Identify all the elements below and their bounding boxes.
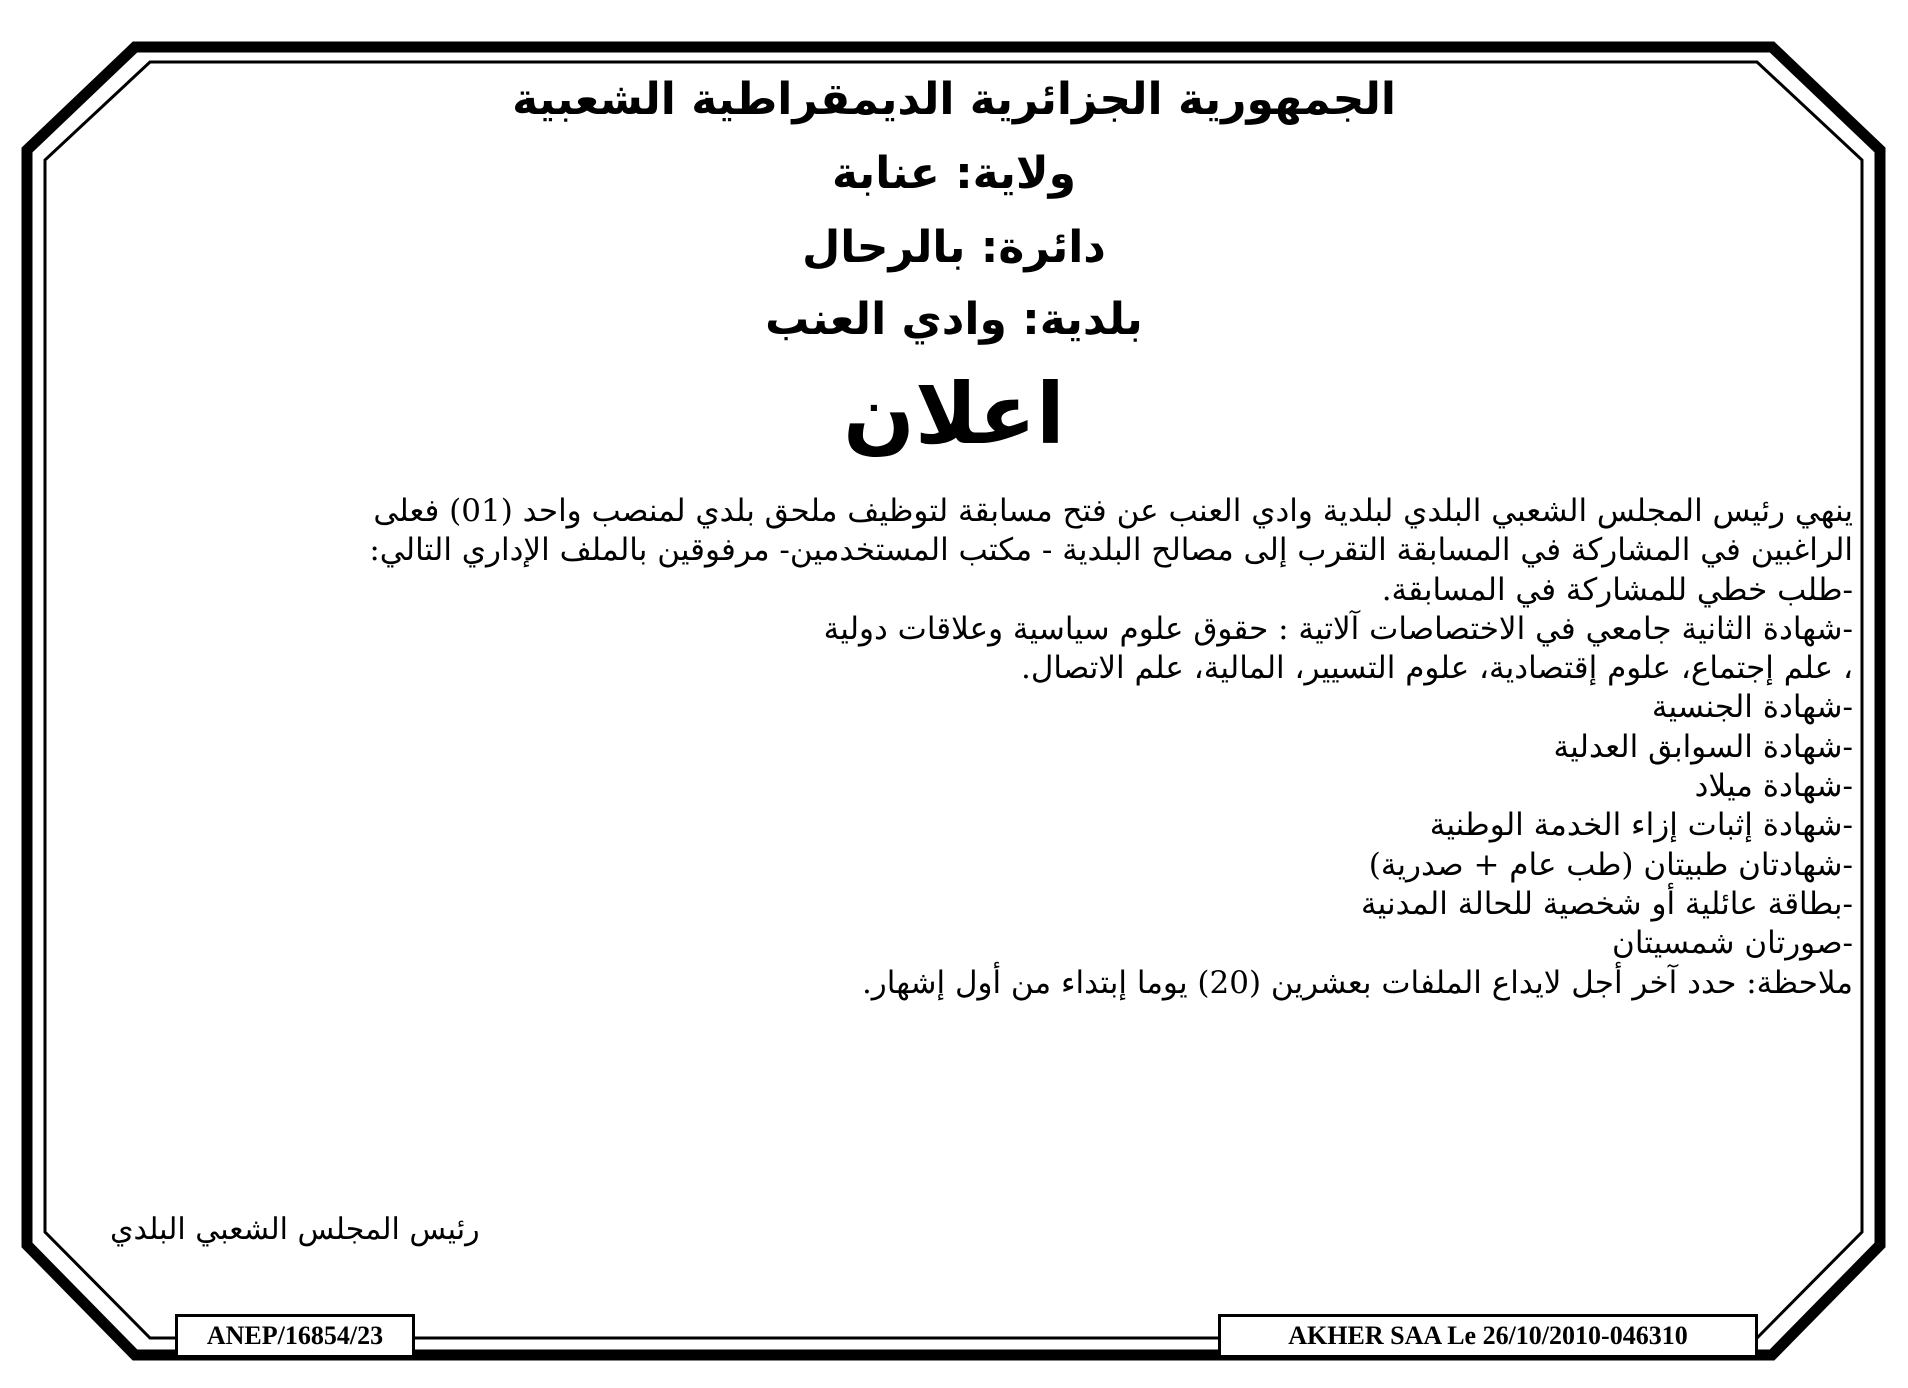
- daira-heading: دائرة: بالرحال: [802, 222, 1106, 273]
- body-line: -صورتان شمسيتان: [1612, 925, 1853, 962]
- publication-source-text: AKHER SAA Le 26/10/2010-046310: [1288, 1321, 1688, 1350]
- body-line: -طلب خطي للمشاركة في المسابقة.: [1381, 571, 1853, 608]
- baladia-heading: بلدية: وادي العنب: [765, 294, 1143, 345]
- announcement-body: [78, 492, 1853, 1003]
- body-line: -شهادة إثبات إزاء الخدمة الوطنية: [1429, 807, 1853, 844]
- wilaya-heading: ولاية: عنابة: [832, 148, 1076, 199]
- republic-heading: الجمهورية الجزائرية الديمقراطية الشعبية: [512, 74, 1396, 125]
- body-line: الراغبين في المشاركة في المسابقة التقرب إلى مصالح البلدية - مكتب المستخدمين- مرفوقين بالملف الإداري التالي:: [369, 532, 1853, 569]
- body-line: ينهي رئيس المجلس الشعبي البلدي لبلدية وادي العنب عن فتح مسابقة لتوظيف ملحق بلدي لمنصب واحد (01) فعلى: [373, 493, 1853, 529]
- body-line: -شهادة السوابق العدلية: [1553, 728, 1853, 765]
- body-line: -بطاقة عائلية أو شخصية للحالة المدنية: [1360, 885, 1853, 922]
- body-line: -شهادتان طبيتان (طب عام + صدرية): [1368, 846, 1853, 883]
- anep-reference: [175, 1314, 415, 1358]
- signature: رئيس المجلس الشعبي البلدي: [110, 1212, 480, 1247]
- body-line: ، علم إجتماع، علوم إقتصادية، علوم التسيير، المالية، علم الاتصال.: [1021, 650, 1853, 687]
- announcement-title: اعلان: [843, 365, 1065, 463]
- publication-source: [1218, 1314, 1758, 1358]
- body-line: -شهادة الجنسية: [1651, 689, 1853, 726]
- body-line: ملاحظة: حدد آخر أجل لايداع الملفات بعشرين (20) يوما إبتداء من أول إشهار.: [861, 964, 1853, 1001]
- anep-reference-text: ANEP/16854/23: [206, 1321, 384, 1350]
- body-line: -شهادة ميلاد: [1694, 768, 1853, 805]
- body-line: -شهادة الثانية جامعي في الاختصاصات آلاتية : حقوق علوم سياسية وعلاقات دولية: [823, 610, 1853, 647]
